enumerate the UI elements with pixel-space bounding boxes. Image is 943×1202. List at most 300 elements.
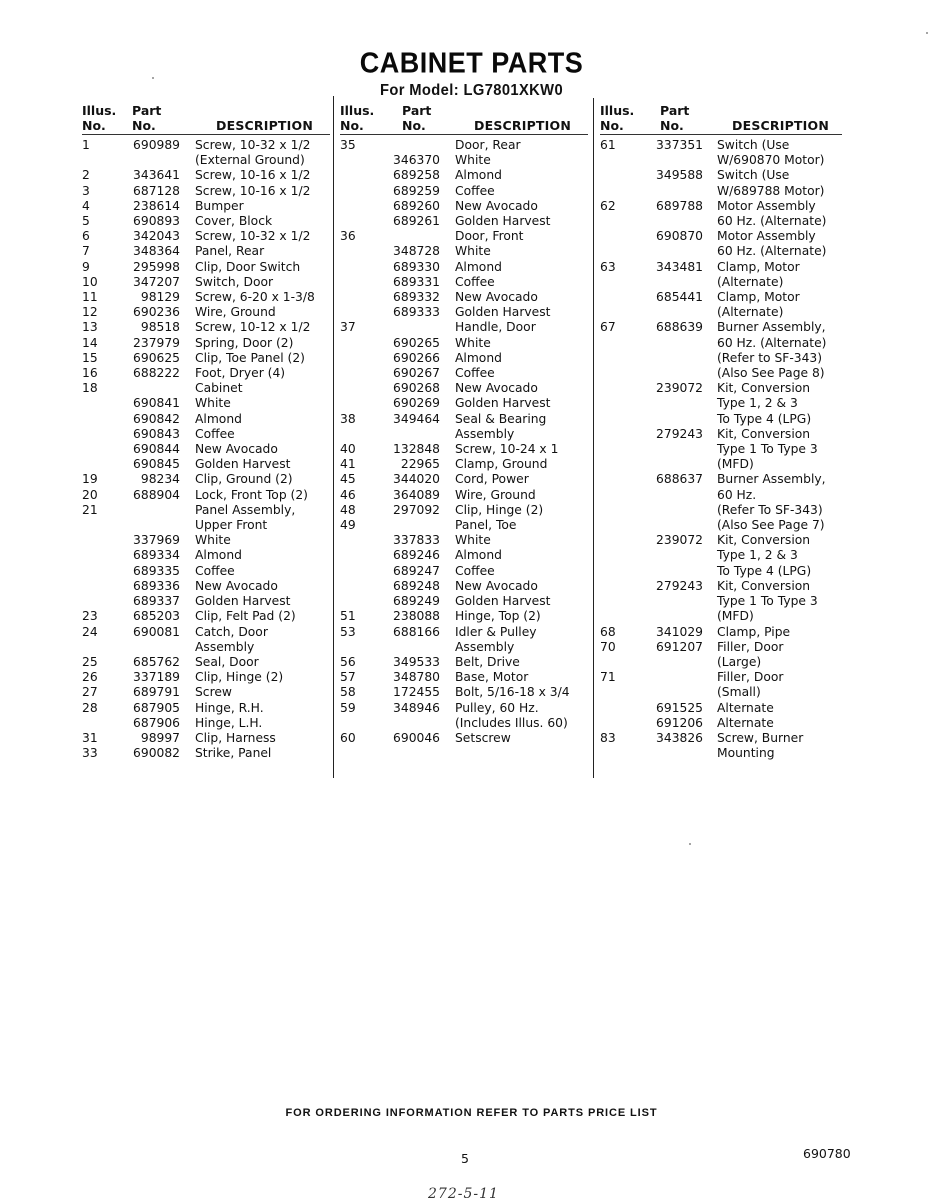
part-number: 685203	[133, 609, 180, 624]
part-row	[82, 746, 332, 761]
part-number	[122, 503, 180, 533]
part-description: Screw, 10-32 x 1/2 (External Ground)	[195, 138, 311, 168]
part-row	[340, 412, 590, 442]
illus-number	[340, 579, 380, 594]
part-row	[600, 381, 845, 427]
part-description: Idler & Pulley Assembly	[455, 624, 537, 654]
part-description: New Avocado	[195, 442, 278, 457]
part-number: 346370	[393, 153, 440, 168]
part-number	[645, 670, 703, 700]
part-row	[340, 229, 590, 244]
illus-number	[600, 701, 645, 716]
illus-number: 51	[340, 609, 356, 624]
illus-number: 57	[340, 670, 356, 685]
illus-number	[340, 564, 380, 579]
part-number: 689259	[393, 183, 440, 198]
part-description: Burner Assembly, 60 Hz. (Alternate) (Refer to SF-343) (Also See Page 8)	[717, 320, 827, 381]
part-row	[600, 731, 845, 761]
part-row	[82, 579, 332, 594]
part-row	[82, 168, 332, 183]
part-row	[340, 548, 590, 563]
part-description: New Avocado	[455, 290, 538, 305]
part-no-header: Part No.	[660, 103, 690, 133]
part-row	[600, 427, 845, 473]
part-description: Almond	[455, 548, 502, 563]
illus-number: 5	[82, 214, 90, 229]
part-row	[82, 290, 332, 305]
illus-number: 48	[340, 502, 356, 517]
scan-speck	[926, 32, 928, 34]
part-row	[340, 336, 590, 351]
part-description: Spring, Door (2)	[195, 335, 294, 350]
part-row	[82, 488, 332, 503]
illus-number: 7	[82, 244, 90, 259]
part-row	[600, 290, 845, 320]
part-number: 172455	[393, 685, 440, 700]
part-number: 349588	[656, 168, 703, 183]
illus-number	[600, 579, 645, 625]
illus-number	[82, 594, 122, 609]
part-number: 349464	[393, 411, 440, 426]
parts-column-3	[600, 103, 845, 761]
illus-number	[340, 396, 380, 411]
part-row	[340, 685, 590, 700]
part-description: Clip, Toe Panel (2)	[195, 350, 305, 365]
part-row	[82, 685, 332, 700]
part-number: 690082	[133, 746, 180, 761]
part-number: 689788	[656, 198, 703, 213]
header-rule	[82, 134, 330, 135]
part-number: 22965	[400, 457, 440, 472]
part-description: Handle, Door	[455, 320, 536, 335]
illus-number: 31	[82, 730, 98, 745]
part-description: Belt, Drive	[455, 654, 520, 669]
part-row	[600, 472, 845, 533]
part-description: Alternate	[717, 700, 774, 715]
illus-number: 58	[340, 685, 356, 700]
part-description: Panel, Rear	[195, 244, 265, 259]
part-description: Door, Front	[455, 229, 524, 244]
illus-number	[340, 305, 380, 320]
part-row	[340, 366, 590, 381]
part-row	[82, 275, 332, 290]
part-description: New Avocado	[455, 198, 538, 213]
part-description: Hinge, R.H.	[195, 700, 264, 715]
illus-number	[340, 548, 380, 563]
part-number: 691206	[656, 715, 703, 730]
part-number: 343641	[133, 168, 180, 183]
illus-number: 67	[600, 320, 616, 335]
part-row	[340, 184, 590, 199]
part-description: Almond	[455, 350, 502, 365]
illus-number: 62	[600, 198, 616, 213]
part-description: Screw, 10-32 x 1/2	[195, 229, 311, 244]
part-row	[82, 229, 332, 244]
part-number: 239072	[656, 533, 703, 548]
illus-number	[340, 533, 380, 548]
illus-number: 18	[82, 381, 98, 396]
part-number: 690236	[133, 305, 180, 320]
illus-number: 49	[340, 518, 356, 533]
illus-number: 25	[82, 654, 98, 669]
part-description: Coffee	[455, 563, 495, 578]
part-row	[340, 701, 590, 731]
illus-number: 46	[340, 487, 356, 502]
column-header	[600, 103, 845, 134]
part-description: Filler, Door (Small)	[717, 670, 784, 700]
part-number: 348728	[393, 244, 440, 259]
illus-no-header: Illus. No.	[82, 103, 117, 133]
part-number: 689337	[133, 594, 180, 609]
part-description: Coffee	[455, 274, 495, 289]
illus-number	[82, 457, 122, 472]
illus-number	[340, 275, 380, 290]
illus-number: 12	[82, 305, 98, 320]
part-description: Cord, Power	[455, 472, 529, 487]
part-number: 689248	[393, 578, 440, 593]
part-row	[82, 609, 332, 624]
part-description: Filler, Door (Large)	[717, 639, 784, 669]
part-row	[340, 199, 590, 214]
part-row	[82, 244, 332, 259]
part-row	[340, 351, 590, 366]
illus-no-header: Illus. No.	[340, 103, 375, 133]
part-no-header: Part No.	[402, 103, 432, 133]
model-subtitle: For Model: LG7801XKW0	[379, 82, 564, 99]
part-row	[340, 442, 590, 457]
part-description: Cover, Block	[195, 214, 273, 229]
illus-number	[82, 533, 122, 548]
illus-number	[340, 153, 380, 168]
part-number: 689332	[393, 290, 440, 305]
part-description: Cabinet	[195, 381, 243, 396]
part-number: 689791	[133, 685, 180, 700]
part-row	[340, 609, 590, 624]
part-number: 690870	[656, 229, 703, 244]
part-description: Kit, Conversion Type 1, 2 & 3 To Type 4 (LPG)	[717, 533, 812, 578]
illus-number	[340, 336, 380, 351]
part-number: 239072	[656, 381, 703, 396]
illus-number	[340, 366, 380, 381]
part-no-header: Part No.	[132, 103, 162, 133]
part-row	[600, 640, 845, 670]
part-row	[340, 305, 590, 320]
illus-number	[82, 427, 122, 442]
part-description: Kit, Conversion Type 1 To Type 3 (MFD)	[717, 578, 818, 624]
illus-number: 24	[82, 624, 98, 639]
part-number: 98234	[140, 472, 180, 487]
part-row	[82, 260, 332, 275]
part-description: Clamp, Ground	[455, 457, 548, 472]
part-number: 691525	[656, 700, 703, 715]
document-number: 690780	[803, 1146, 851, 1161]
part-description: Setscrew	[455, 730, 511, 745]
illus-no-header: Illus. No.	[600, 103, 635, 133]
part-row	[82, 701, 332, 716]
illus-number	[340, 214, 380, 229]
illus-number: 33	[82, 746, 98, 761]
illus-number: 11	[82, 290, 98, 305]
part-number: 98129	[140, 290, 180, 305]
part-description: Coffee	[455, 366, 495, 381]
part-number: 688222	[133, 366, 180, 381]
illus-number	[600, 168, 645, 198]
part-row	[600, 533, 845, 579]
illus-number	[600, 381, 645, 427]
part-description: Golden Harvest	[455, 305, 551, 320]
part-description: Screw, 6-20 x 1-3/8	[195, 290, 315, 305]
part-description: Bolt, 5/16-18 x 3/4	[455, 685, 570, 700]
part-number: 688904	[133, 487, 180, 502]
handwritten-note: 272-5-11	[428, 1186, 499, 1202]
part-description: Almond	[455, 168, 502, 183]
header-rule	[340, 134, 588, 135]
part-number: 690081	[133, 624, 180, 639]
illus-number: 56	[340, 654, 356, 669]
part-description: Seal, Door	[195, 654, 259, 669]
part-description: Golden Harvest	[455, 214, 551, 229]
illus-number: 36	[340, 229, 356, 244]
part-description: Motor Assembly 60 Hz. (Alternate)	[717, 229, 827, 259]
part-number: 347207	[133, 274, 180, 289]
illus-number	[600, 716, 645, 731]
part-row	[340, 396, 590, 411]
part-description: Clip, Hinge (2)	[195, 670, 284, 685]
part-description: New Avocado	[455, 381, 538, 396]
illus-number: 38	[340, 411, 356, 426]
part-description: New Avocado	[195, 578, 278, 593]
illus-number: 26	[82, 670, 98, 685]
part-number: 689260	[393, 198, 440, 213]
part-description: Golden Harvest	[455, 396, 551, 411]
illus-number	[340, 290, 380, 305]
part-number	[380, 138, 440, 153]
part-description: Wire, Ground	[455, 487, 536, 502]
part-number: 337351	[656, 138, 703, 152]
part-row	[340, 503, 590, 518]
part-number: 690843	[133, 426, 180, 441]
illus-number: 14	[82, 335, 98, 350]
description-header: DESCRIPTION	[474, 118, 571, 133]
part-row	[340, 533, 590, 548]
part-number	[380, 229, 440, 244]
part-row	[340, 731, 590, 746]
part-description: Lock, Front Top (2)	[195, 487, 308, 502]
part-row	[340, 457, 590, 472]
part-row	[340, 168, 590, 183]
illus-number: 6	[82, 229, 90, 244]
part-number: 690842	[133, 411, 180, 426]
illus-number	[340, 594, 380, 609]
part-row	[82, 442, 332, 457]
part-description: Switch (Use W/690870 Motor)	[717, 138, 825, 168]
part-row	[340, 564, 590, 579]
part-description: Golden Harvest	[195, 457, 291, 472]
part-row	[82, 503, 332, 533]
part-description: Strike, Panel	[195, 746, 272, 761]
part-description: White	[455, 153, 491, 168]
illus-number	[600, 290, 645, 320]
part-number: 344020	[393, 472, 440, 487]
part-row	[600, 320, 845, 381]
part-description: Coffee	[195, 426, 235, 441]
part-description: Motor Assembly 60 Hz. (Alternate)	[717, 198, 827, 229]
part-description: Pulley, 60 Hz. (Includes Illus. 60)	[455, 700, 568, 730]
part-number: 690267	[393, 366, 440, 381]
part-number: 689249	[393, 594, 440, 609]
illus-number: 35	[340, 138, 356, 152]
part-row	[340, 260, 590, 275]
part-description: Screw, 10-24 x 1	[455, 442, 559, 457]
illus-number	[82, 548, 122, 563]
illus-number: 83	[600, 730, 616, 745]
part-row	[82, 472, 332, 487]
part-description: Screw, Burner Mounting	[717, 730, 804, 761]
part-row	[340, 488, 590, 503]
part-number: 348364	[133, 244, 180, 259]
illus-number: 19	[82, 472, 98, 487]
part-row	[340, 594, 590, 609]
part-number: 348780	[393, 670, 440, 685]
part-number: 364089	[393, 487, 440, 502]
illus-number	[340, 244, 380, 259]
part-row	[340, 472, 590, 487]
page-number: 5	[461, 1151, 469, 1166]
part-row	[600, 260, 845, 290]
description-header: DESCRIPTION	[216, 118, 313, 133]
part-description: Clip, Door Switch	[195, 259, 301, 274]
part-number: 689246	[393, 548, 440, 563]
part-row	[82, 396, 332, 411]
parts-column-2	[340, 103, 590, 746]
illus-number: 15	[82, 350, 98, 365]
column-header	[340, 103, 590, 134]
part-row	[340, 138, 590, 153]
part-description: Almond	[455, 259, 502, 274]
page-title: CABINET PARTS	[359, 47, 584, 79]
part-row	[82, 533, 332, 548]
part-row	[340, 579, 590, 594]
part-number: 689247	[393, 563, 440, 578]
illus-number: 23	[82, 609, 98, 624]
illus-number: 1	[82, 138, 90, 152]
part-number: 98997	[140, 730, 180, 745]
part-description: Coffee	[195, 563, 235, 578]
illus-number	[82, 564, 122, 579]
illus-number: 40	[340, 442, 356, 457]
part-number: 689258	[393, 168, 440, 183]
illus-number	[340, 381, 380, 396]
part-row	[600, 625, 845, 640]
illus-number	[600, 229, 645, 259]
part-number: 687905	[133, 700, 180, 715]
part-number: 690265	[393, 335, 440, 350]
part-description: Base, Motor	[455, 670, 529, 685]
column-header	[82, 103, 332, 134]
illus-number: 70	[600, 639, 616, 654]
illus-number: 3	[82, 183, 90, 198]
part-row	[340, 290, 590, 305]
part-number: 690841	[133, 396, 180, 411]
part-row	[600, 716, 845, 731]
illus-number: 68	[600, 624, 616, 639]
part-number	[122, 381, 180, 396]
part-number: 690845	[133, 457, 180, 472]
illus-number: 41	[340, 457, 356, 472]
part-number: 343481	[656, 259, 703, 274]
part-description: White	[195, 533, 231, 548]
illus-number: 13	[82, 320, 98, 335]
part-number: 237979	[133, 335, 180, 350]
part-description: Hinge, L.H.	[195, 715, 263, 730]
part-number: 337189	[133, 670, 180, 685]
part-number: 279243	[656, 578, 703, 593]
illus-number: 37	[340, 320, 356, 335]
part-number: 687906	[133, 715, 180, 730]
part-description: Hinge, Top (2)	[455, 609, 541, 624]
part-description: Screw	[195, 685, 232, 700]
part-description: Kit, Conversion Type 1, 2 & 3 To Type 4 (LPG)	[717, 381, 812, 426]
part-description: Burner Assembly, 60 Hz. (Refer To SF-343) (Also See Page 7)	[717, 472, 826, 533]
part-row	[340, 320, 590, 335]
part-row	[82, 716, 332, 731]
part-description: Wire, Ground	[195, 305, 276, 320]
part-description: Clip, Harness	[195, 730, 276, 745]
illus-number	[82, 579, 122, 594]
part-description: Panel, Toe	[455, 518, 517, 533]
part-number: 132848	[393, 442, 440, 457]
part-row	[340, 275, 590, 290]
column-divider	[593, 98, 594, 778]
part-number: 690893	[133, 214, 180, 229]
part-row	[82, 548, 332, 563]
part-description: New Avocado	[455, 578, 538, 593]
part-row	[82, 655, 332, 670]
part-description: White	[455, 533, 491, 548]
part-row	[82, 351, 332, 366]
part-description: Switch, Door	[195, 274, 274, 289]
part-number: 685762	[133, 654, 180, 669]
part-row	[82, 184, 332, 199]
illus-number: 27	[82, 685, 98, 700]
part-description: Screw, 10-16 x 1/2	[195, 183, 311, 198]
illus-number: 71	[600, 670, 616, 685]
part-number: 689331	[393, 274, 440, 289]
part-number: 690268	[393, 381, 440, 396]
part-row	[82, 305, 332, 320]
illus-number	[340, 351, 380, 366]
part-number: 689335	[133, 563, 180, 578]
part-description: Clamp, Motor (Alternate)	[717, 259, 800, 289]
part-row	[340, 518, 590, 533]
part-row	[600, 579, 845, 625]
part-number: 98518	[140, 320, 180, 335]
part-number: 690266	[393, 350, 440, 365]
part-number: 337833	[393, 533, 440, 548]
part-description: Switch (Use W/689788 Motor)	[717, 168, 825, 198]
illus-number	[82, 396, 122, 411]
part-row	[82, 381, 332, 396]
illus-number	[340, 199, 380, 214]
parts-list	[340, 138, 590, 746]
part-number	[380, 518, 440, 533]
part-description: Alternate	[717, 715, 774, 730]
part-row	[82, 427, 332, 442]
part-number: 295998	[133, 259, 180, 274]
part-row	[340, 655, 590, 670]
illus-number: 20	[82, 487, 98, 502]
parts-list	[82, 138, 332, 761]
